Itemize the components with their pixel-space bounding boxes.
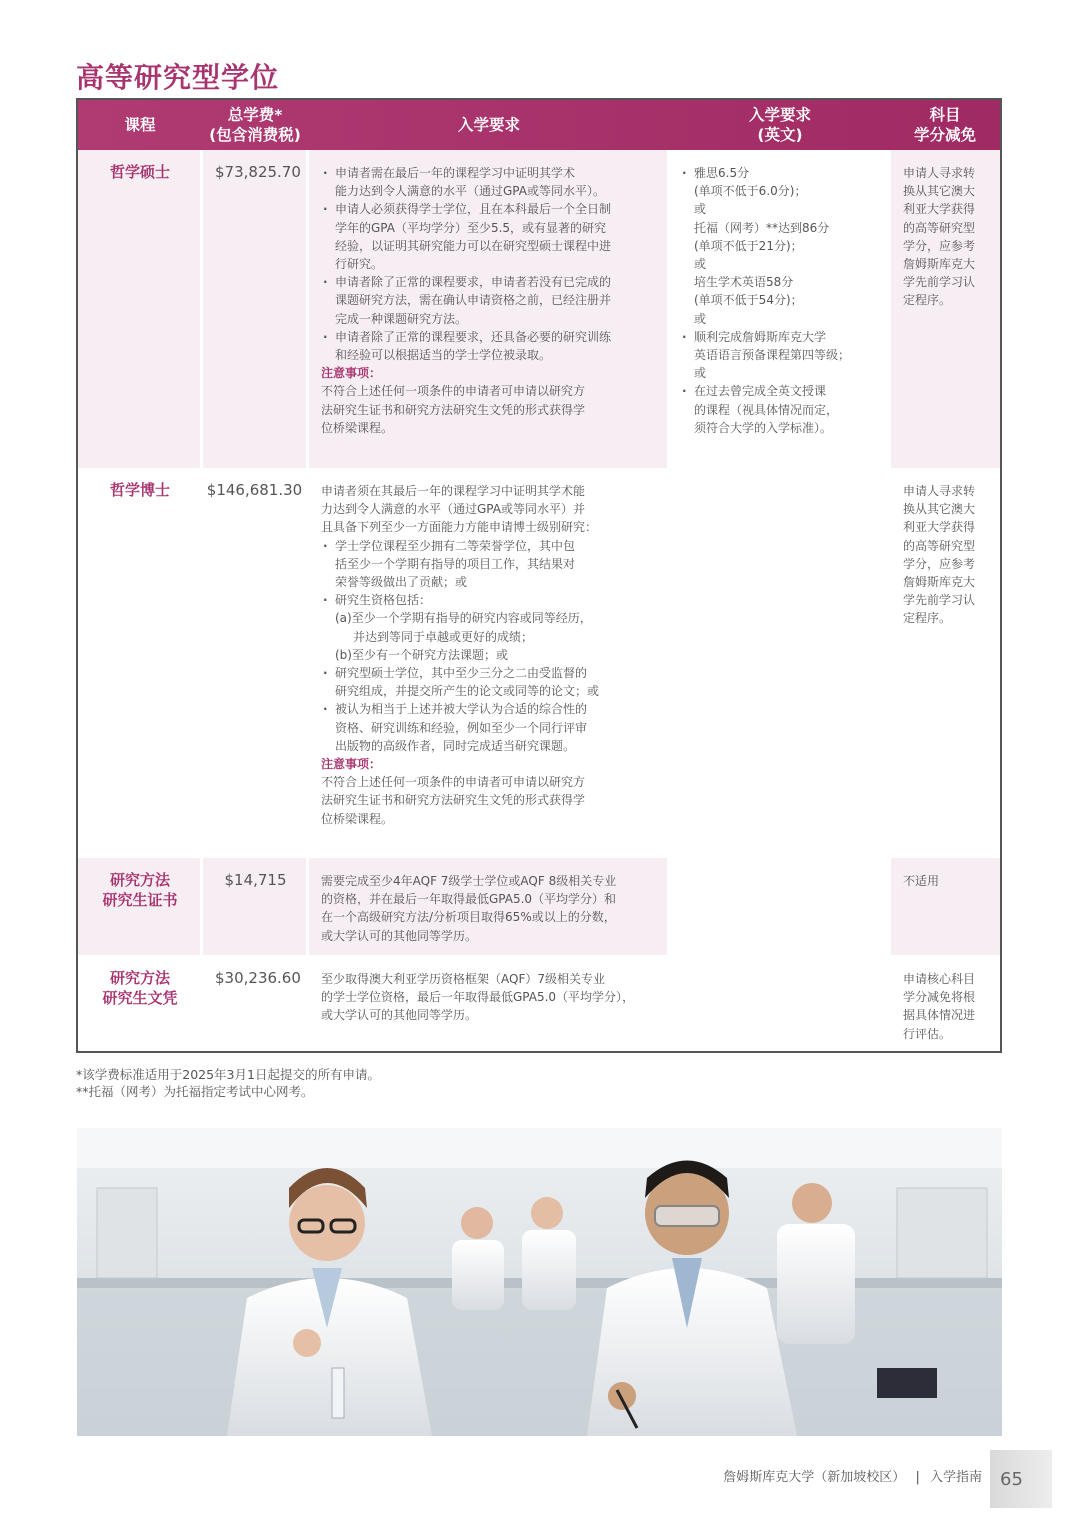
note-heading: 注意事项： [321, 366, 382, 381]
footnote-fee: *该学费标准适用于2025年3月1日起提交的所有申请。 [76, 1067, 380, 1082]
credit-cell: 申请人寻求转 换从其它澳大 利亚大学获得 的高等研究型 学分，应参考 詹姆斯库克大 学先前学习认 定程序。 [891, 150, 1000, 468]
credit-cell: 申请人寻求转 换从其它澳大 利亚大学获得 的高等研究型 学分，应参考 詹姆斯库克大 学先前学习认 定程序。 [903, 484, 976, 626]
requirements-cell: 需要完成至少4年AQF 7级学士学位或AQF 8级相关专业 的资格，并在最后一年取得最低GPA5.0（平均学分）和 在一个高级研究方法/分析项目取得65%或以上的分数， 或大学认可的其他同等学历。 [309, 858, 667, 955]
course-name: 哲学硕士 [78, 150, 200, 468]
footnotes [76, 1066, 380, 1100]
footer-caption [723, 1466, 982, 1485]
table-header [78, 100, 1000, 150]
credit-cell: 申请核心科目 学分减免将根 据具体情况进 行评估。 [903, 972, 976, 1041]
table-row [78, 956, 1000, 1051]
table-row [78, 150, 1000, 468]
note-heading: 注意事项： [321, 757, 382, 772]
english-requirements-cell [670, 858, 888, 955]
english-requirements-cell: · 雅思6.5分 (单项不低于6.0分)； 或 托福（网考）**达到86分 (单项不低于21分)； 或 培生学术英语58分 (单项不低于54分)； 或 · 顺利完成詹姆斯库克大学 英语语言预备课程第四等级； 或 · 在过去曾完成全英文授课 的课程（视具体情况而定， 须符合大学的入学标准）。 [670, 150, 888, 468]
degree-table [76, 98, 1002, 1053]
table-row [78, 858, 1000, 955]
fee-value: $146,681.30 [206, 481, 303, 499]
requirements-cell: · 申请者需在最后一年的课程学习中证明其学术 能力达到令人满意的水平（通过GPA或等同水平）。 · 申请人必须获得学士学位，且在本科最后一个全日制 学年的GPA（平均学分）至少5.5，或有显著的研究 经验，以证明其研究能力可以在研究型硕士课程中进 行研究。 · 申请者除了正常的课程要求，申请者若没有已完成的 课题研究方法，需在确认申请资格之前，已经注册并 完成一种课题研究方法。 · 申请者除了正常的课程要求，还具备必要的研究训练 和经验可以根据适当的学士学位被录取。 注意事项： 不符合上述任何一项条件的申请者可申请以研究方 法研究生证书和研究方法研究生文凭的形式获得学 位桥梁课程。 [309, 150, 667, 468]
table-row [78, 468, 1000, 856]
requirements-cell: 至少取得澳大利亚学历资格框架（AQF）7级相关专业 的学士学位资格，最后一年取得最低GPA5.0（平均学分）， 或大学认可的其他同等学历。 [321, 972, 635, 1023]
course-name: 研究方法 研究生证书 [78, 858, 200, 955]
page-number [990, 1450, 1052, 1508]
requirements-cell: 申请者须在其最后一年的课程学习中证明其学术能 力达到令人满意的水平（通过GPA或等同水平）并 且具备下列至少一方面能力方能申请博士级别研究： · 学士学位课程至少拥有二等荣誉学位，其中包 括至少一个学期有指导的项目工作，其结果对 荣誉等级做出了贡献；或 · 研究生资格包括： (a)至少一个学期有指导的研究内容或同等经历， 并达到等同于卓越或更好的成绩； (b)至少有一个研究方法课题；或 · 研究型硕士学位，其中至少三分之二由受监督的 研究组成，并提交所产生的论文或同等的论文；或 · 被认为相当于上述并被大学认为合适的综合性的 资格、研究训练和经验，例如至少一个同行评审 出版物的高级作者，同时完成适当研究课题。 注意事项： 不符合上述任何一项条件的申请者可申请以研究方 法研究生证书和研究方法研究生文凭的形式获得学 位桥梁课程。 [309, 468, 667, 856]
header-credit: 科目 学分减免 [913, 106, 976, 144]
lab-photo [77, 1128, 1002, 1436]
fee-value: $30,236.60 [215, 969, 301, 987]
header-english-requirements: 入学要求 (英文) [748, 106, 811, 144]
fee-value: $14,715 [203, 858, 306, 955]
footnote-toefl: **托福（网考）为托福指定考试中心网考。 [76, 1084, 314, 1099]
footer-guide: 入学指南 [929, 1470, 982, 1485]
credit-cell: 不适用 [891, 858, 1000, 955]
header-fee: 总学费* (包含消费税) [209, 106, 301, 144]
english-requirements-cell [670, 956, 888, 1051]
course-name: 研究方法 研究生文凭 [102, 969, 178, 1007]
footer-divider: | [915, 1470, 920, 1485]
footer-university: 詹姆斯库克大学（新加坡校区） [723, 1470, 906, 1485]
page-title: 高等研究型学位 [76, 61, 280, 94]
header-course: 课程 [124, 116, 156, 134]
fee-value: $73,825.70 [203, 150, 306, 468]
english-requirements-cell [670, 468, 888, 856]
header-requirements: 入学要求 [457, 116, 520, 134]
course-name: 哲学博士 [109, 481, 170, 499]
page-number-label: 65 [1000, 1468, 1023, 1490]
